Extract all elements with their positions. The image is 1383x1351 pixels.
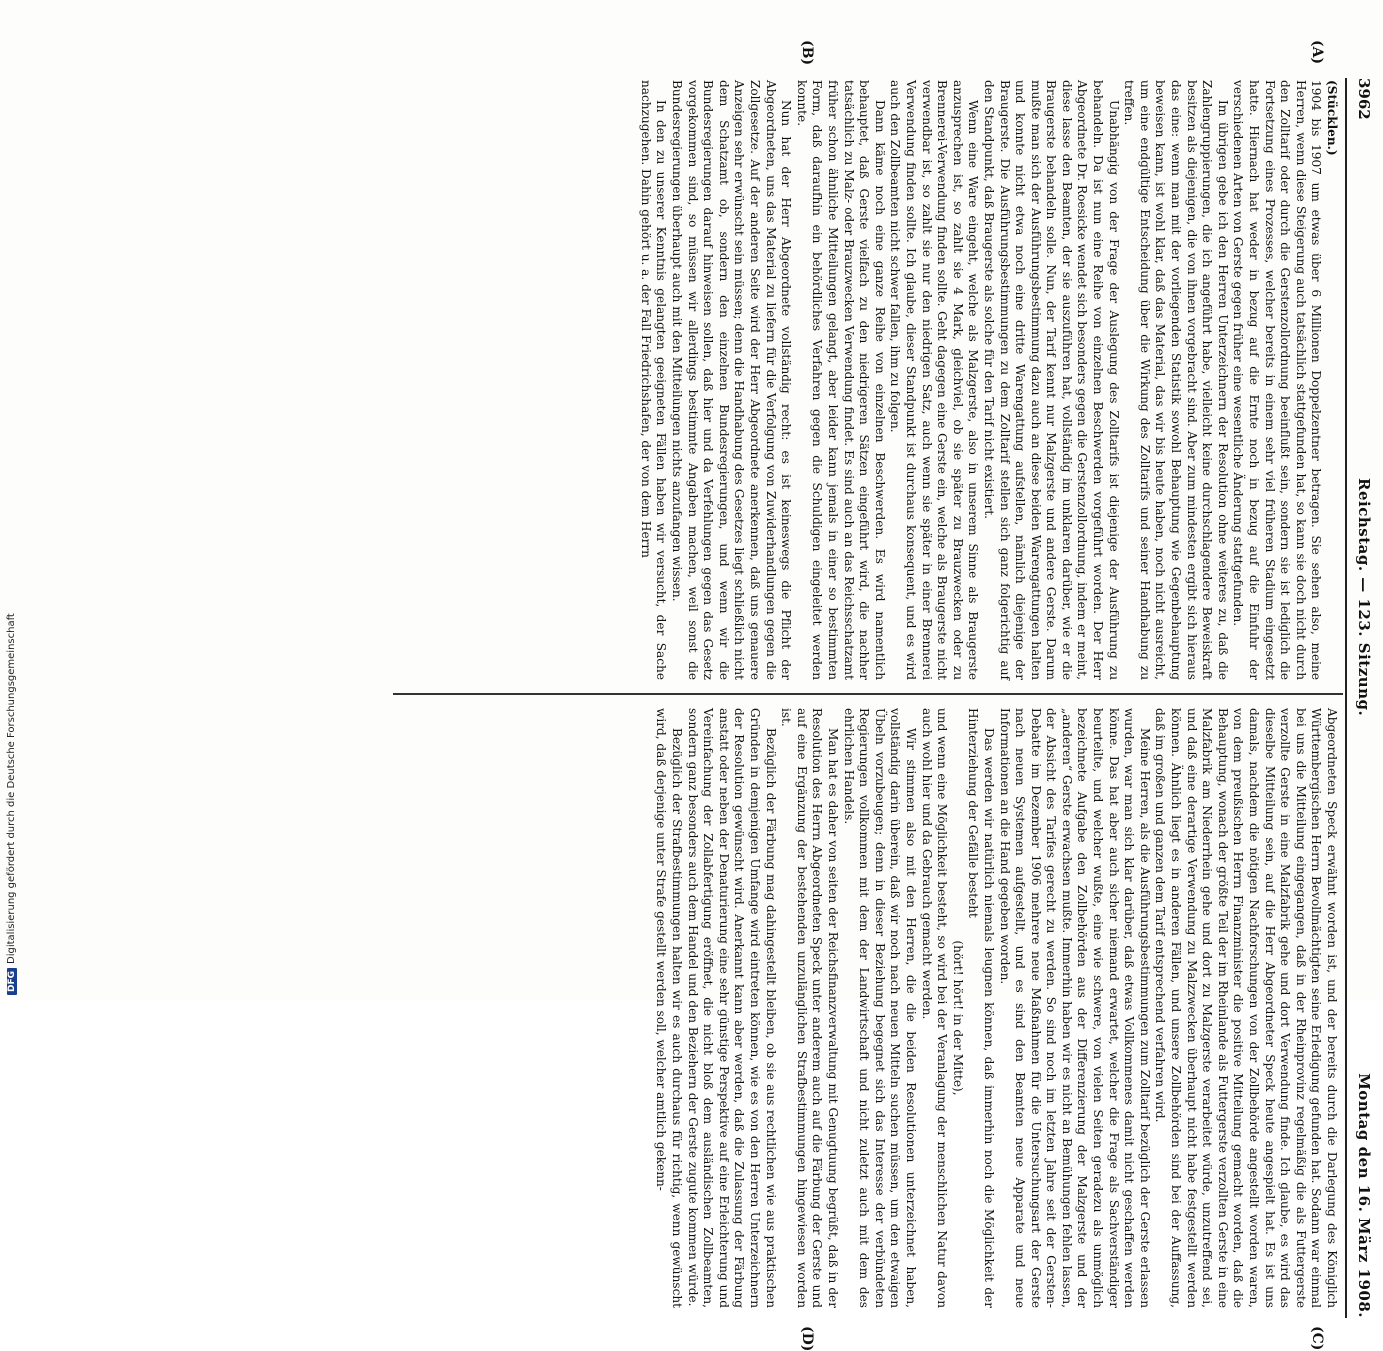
page-number: 3962 xyxy=(1355,78,1373,120)
left-column xyxy=(389,80,1339,680)
speaker-name: (Stücklen.) xyxy=(1325,80,1339,156)
paragraph: Nun hat der Herr Abgeordnete vollständig recht: es ist keineswegs die Pflicht der Abgeordneten, uns das Material zu liefern für die Verfolgung von Zuwiderhandlungen gegen die Zollgesetze. Auf der anderen Seite wird der Herr Abgeordnete anerkennen, daß uns genauere Anzeigen sehr erwünscht sein müssen; denn die Handhabung des Gesetzes liegt schließlich nicht dem Schatzamt ob, sondern den einzelnen Bundesregierungen, und wenn wir die Bundesregierungen darauf hinweisen sollen, daß hier und da Verfehlungen gegen das Gesetz vorgekommen sind, so müssen wir allerdings bestimmte Angaben machen, weil sonst die Bundesregierungen überhaupt auch mit den Mitteilungen nichts anzufangen wissen. xyxy=(670,80,794,680)
paragraph: Bezüglich der Strafbestimmungen halten wir es auch durchaus für richtig, wenn gewünscht wird, daß derjenige unter Strafe gestellt werden soll, welcher amtlich gekenn- xyxy=(654,708,685,1308)
paragraph: Wir stimmen also mit den Herren, die die beiden Resolutionen unterzeichnet haben, vollständig darin überein, daß wir noch nach neuen Mitteln suchen müssen, um den etwaigen Übeln vorzubeugen; denn in dieser Beziehung begegnet sich das Interesse der verbündeten Regierungen vollkommen mit dem der Landwirtschaft und nicht zuletzt auch mit dem des ehrlichen Handels. xyxy=(841,708,918,1308)
paragraph: In den zu unserer Kenntnis gelangten geeigneten Fällen haben wir versucht, der Sache nachzugehen. Dahin gehört u. a. der Fall Friedrichshafen, der von dem Herrn xyxy=(638,80,669,680)
right-column xyxy=(389,708,1339,1308)
header-rule xyxy=(1345,78,1347,1318)
margin-marker-a: (A) xyxy=(1309,40,1325,65)
paragraph: Im übrigen gebe ich den Herren Unterzeichnern der Resolution ohne weiteres zu, daß die Zahlengruppierungen, die ich angeführt habe, vielleicht keine durchschlagendere Beweiskraft besitzen als diejenigen, die von ihnen vorgebracht sind. Aber zum mindesten ergibt sich hieraus das eine: wenn man mit der vorliegenden Statistik sowohl Behauptung wie Gegenbehauptung beweisen kann, ist wohl klar, daß das Material, das wir bis heute haben, noch nicht ausreicht, um eine endgültige Entscheidung über die Wirkung des Zolltarifs und seiner Handhabung zu treffen. xyxy=(1122,80,1230,680)
margin-marker-b: (B) xyxy=(799,40,815,66)
session-date: Montag den 16. März 1908. xyxy=(1355,1073,1373,1318)
paragraph: Unabhängig von der Frage der Auslegung des Zolltarifs ist diejenige der Ausführung zu behandeln. Da ist nun eine Reihe von einzelnen Beschwerden vorgeführt worden. Der Herr Abgeordnete Dr. Roesicke wendet sich besonders gegen die Gerstenzollordnung, indem er meint, diese lasse den Beamten, der sie auszuführen hat, vollständig im unklaren darüber, wie er die Braugerste behandeln solle. Nun, der Tarif kennt nur Malzgerste und andere Gerste. Darum mußte man sich der Ausführungsbestimmung dazu auch an diese beiden Warengattungen halten und konnte nicht etwa noch eine dritte Warengattung aufstellen, nämlich diejenige der Braugerste. Die Ausführungsbestimmungen zu dem Zolltarif stellen sich ganz folgerichtig auf den Standpunkt, daß Braugerste als solche für den Tarif nicht existiert. xyxy=(981,80,1121,680)
paragraph: Bezüglich der Färbung mag dahingestellt bleiben, ob sie aus rechtlichen wie aus praktischen Gründen in demjenigen Umfange wird eintreten können, wie es von den Herren Unterzeichnern der Resolution gewünscht wird. Anerkannt kann aber werden, daß die Zulassung der Färbung anstatt oder neben der Denaturierung eine sehr günstige Perspektive auf eine Erleichterung und Vereinfachung der Zollabfertigung eröffnet, die nicht bloß dem ausländischen Zollbeamten, sondern ganz besonders auch dem Handel und den Beziehern der Gerste zugute kommen würde. xyxy=(685,708,778,1308)
running-head: Reichstag. — 123. Sitzung. xyxy=(1355,478,1373,717)
page-header xyxy=(1351,78,1373,1318)
margin-marker-c: (C) xyxy=(1309,1326,1325,1351)
paragraph: Das werden wir natürlich niemals leugnen können, daß immerhin noch die Möglichkeit der Hinterziehung der Gefälle besteht xyxy=(966,708,996,1308)
paragraph: 1904 bis 1907 um etwas über 6 Millionen Doppelzentner betragen. Sie sehen also, meine Herren, wenn diese Steigerung auch tatsächlich stattgefunden hat, so kann sie doch nicht durch den Zolltarif oder durch die Gerstenzollordnung beeinflußt sein, sondern sie ist lediglich die Fortsetzung eines Prozesses, welcher bereits in einem sehr viel früheren Stadium eingesetzt hatte. Hiernach hat weder in bezug auf die Ernte noch in bezug auf die Einfuhr der verschiedenen Arten von Gerste gegen früher eine wesentliche Änderung stattgefunden. xyxy=(1231,80,1324,680)
dfg-logo: DFG xyxy=(7,968,17,995)
paragraph: Meine Herren, als die Ausführungsbestimmungen zum Zolltarif bezüglich der Gerste erlassen wurden, war man sich klar darüber, daß etwas Vollkommenes damit nicht geschaffen werden könne. Das hat aber auch sicher niemand erwartet, welcher die Frage als Sachverständiger beurteilte, und welcher wußte, eine wie schwere, von vielen Seiten geradezu als unmöglich bezeichnete Aufgabe den Zollbehörden aus der Differenzierung der Malzgerste und der „anderen“ Gerste erwachsen mußte. Immerhin haben wir es nicht an Bemühungen fehlen lassen, der Absicht des Tarifes gerecht zu werden. So sind noch im letzten Jahre seit der Gersten-Debatte im Dezember 1906 mehrere neue Maßnahmen für die Untersuchungsart der Gerste nach neuen Systemen aufgestellt, und es sind den Beamten neue Apparate und neue Informationen an die Hand gegeben worden. xyxy=(997,708,1152,1308)
interjection: (hört! hört! in der Mitte), xyxy=(950,940,965,1096)
paragraph: Abgeordneten Speck erwähnt worden ist, und der bereits durch die Darlegung des Königlich Württembergischen Herrn Bevollmächtigten seine Erledigung gefunden hat. Sodann war einmal bei uns die Mitteilung eingegangen, daß in der Rheinprovinz regelmäßig die als Futtergerste verzollte Gerste in eine Malzfabrik gehe und dort Verwendung finde. Ich glaube, es wird das dieselbe Mitteilung sein, auf die Herr Abgeordneter Speck heute angespielt hat. Es ist uns damals, nachdem die nötigen Nachforschungen von der Zollbehörde angestellt worden waren, von dem preußischen Herrn Finanzminister die positive Mitteilung gemacht worden, daß die Behauptung, wonach der größte Teil der im Rheinlande als Futtergerste verzollten Gerste in eine Malzfabrik am Niederrhein gehe und dort zu Malzgerste verarbeitet würde, unzutreffend sei, und daß eine derartige Verwendung zu Malzzwecken überhaupt nicht habe festgestellt werden können. Ähnlich liegt es in anderen Fällen, und unsere Zollbehörden sind bei der Auffassung, daß im großen und ganzen dem Tarif entsprechend verfahren wird. xyxy=(1153,708,1339,1308)
paragraph: und wenn eine Möglichkeit besteht, so wird bei der Veranlagung der menschlichen Natur davon auch wohl hier und da Gebrauch gemacht werden. xyxy=(919,708,950,1308)
column-divider xyxy=(393,693,1343,695)
paragraph: Man hat es daher von seiten der Reichsfinanzverwaltung mit Genugtuung begrüßt, daß in der Resolution des Herrn Abgeordneten Speck unter anderem auch auf die Färbung der Gerste und auf eine Ergänzung der bestehenden unzulänglichen Strafbestimmungen hingewiesen worden ist. xyxy=(779,708,840,1308)
margin-marker-d: (D) xyxy=(799,1326,815,1351)
digitization-credit xyxy=(6,613,17,995)
credit-text: Digitalisierung gefördert durch die Deutsche Forschungsgemeinschaft xyxy=(6,613,17,964)
paragraph: Dann käme noch eine ganze Reihe von einzelnen Beschwerden. Es wird namentlich behauptet, daß Gerste vielfach zu den niedrigeren Sätzen eingeführt wird, die nachher tatsächlich zu Malz- oder Brauzwecken Verwendung findet. Es sind auch an das Reichsschatzamt früher schon ähnliche Mitteilungen gelangt, aber leider kann jemals in einer so bestimmten Form, daß daraufhin ein behördliches Verfahren gegen die Schuldigen eingeleitet werden konnte. xyxy=(794,80,887,680)
paragraph: Wenn eine Ware eingeht, welche als Malzgerste, also in unserem Sinne als Braugerste anzusprechen ist, so zahlt sie 4 Mark, gleichviel, ob sie später zu Brauzwecken oder zu Brennerei-Verwendung finden sollte. Geht dagegen eine Gerste ein, welche als Braugerste nicht verwendbar ist, so zahlt sie nur den niedrigen Satz, auch wenn sie später in einer Brennerei Verwendung finden sollte. Ich glaube, dieser Standpunkt ist durchaus konsequent, und es wird auch den Zollbeamten nicht schwer fallen, ihm zu folgen. xyxy=(888,80,981,680)
